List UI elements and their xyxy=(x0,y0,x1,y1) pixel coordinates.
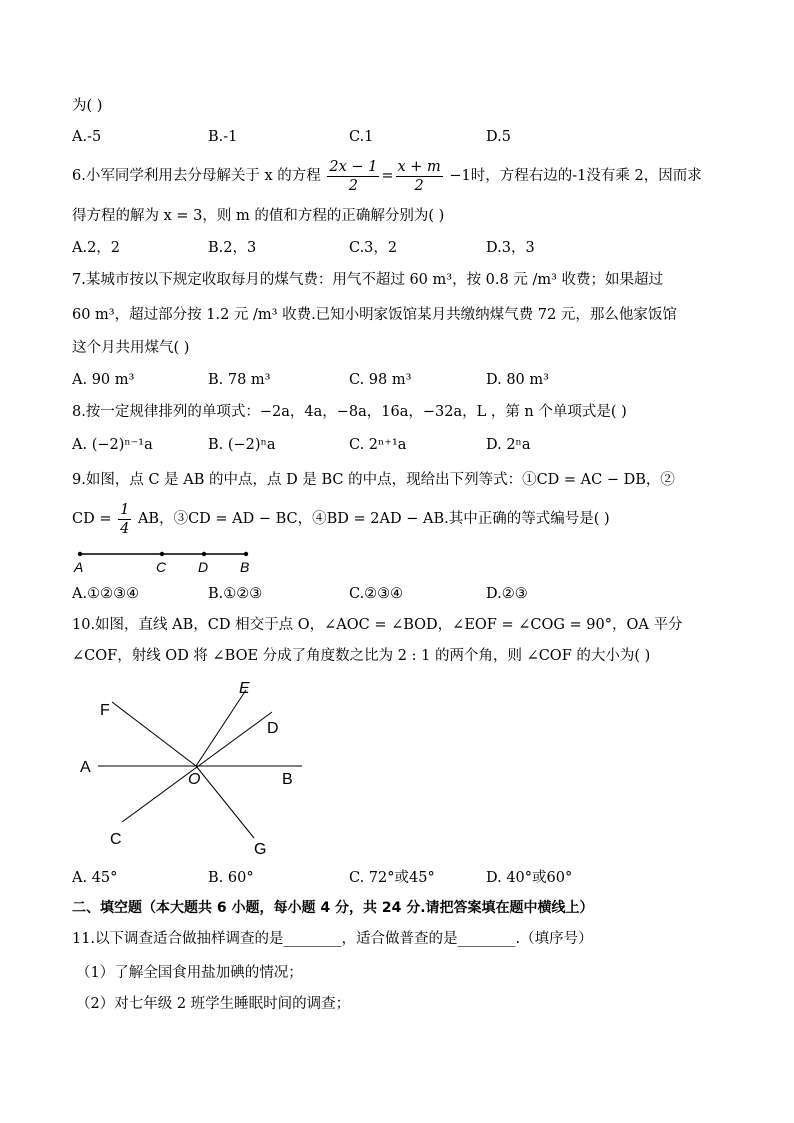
q10-option-d[interactable]: D. 40°或60° xyxy=(486,870,573,886)
q9-fraction xyxy=(118,501,131,538)
q7-stem-line3: 这个月共用煤气( ) xyxy=(72,340,190,356)
ray-og xyxy=(196,766,254,838)
q10-option-c[interactable]: C. 72°或45° xyxy=(349,870,435,886)
q5-tail: 为( ) xyxy=(72,98,103,114)
q6-frac2-denominator: 2 xyxy=(414,177,424,194)
q9-options xyxy=(72,584,732,604)
label-b: B xyxy=(240,559,250,575)
q8-option-b[interactable]: B. (−2)ⁿa xyxy=(208,437,276,453)
q8-options xyxy=(72,435,732,455)
q6-fraction-right xyxy=(396,158,443,195)
q7-stem-line2: 60 m³，超过部分按 1.2 元 /m³ 收费.已知小明家饭馆某月共缴纳煤气费 72 元，那么他家饭馆 xyxy=(72,307,677,323)
q6-option-c[interactable]: C.3，2 xyxy=(349,240,398,256)
q6-stem-line2: 得方程的解为 x = 3，则 m 的值和方程的正确解分别为( ) xyxy=(72,208,445,224)
section-heading: 二、填空题（本大题共 6 小题，每小题 4 分，共 24 分.请把答案填在题中横线上） xyxy=(72,900,594,916)
q6-text-post: −1时，方程右边的-1没有乘 2，因而求 xyxy=(449,168,702,184)
q5-options xyxy=(72,127,732,147)
ray-of xyxy=(112,702,196,766)
q10-option-b[interactable]: B. 60° xyxy=(208,870,254,886)
q8-option-d[interactable]: D. 2ⁿa xyxy=(486,437,531,453)
label-d: D xyxy=(267,720,279,737)
point-a xyxy=(78,552,82,556)
point-b xyxy=(244,552,248,556)
label-e: E xyxy=(239,680,250,697)
q6-option-a[interactable]: A.2，2 xyxy=(72,240,121,256)
q10-options xyxy=(72,868,732,888)
q9-stem-line1: 9.如图，点 C 是 AB 的中点，点 D 是 BC 的中点，现给出下列等式：①CD = AC − DB，② xyxy=(72,472,675,488)
q5-option-d[interactable]: D.5 xyxy=(486,129,511,145)
q10-stem-line1: 10.如图，直线 AB，CD 相交于点 O，∠AOC = ∠BOD，∠EOF = ∠COG = 90°，OA 平分 xyxy=(72,617,683,633)
label-c: C xyxy=(110,831,122,848)
q5-option-a[interactable]: A.-5 xyxy=(72,129,102,145)
q11-stem: 11.以下调查适合做抽样调查的是________，适合做普查的是________.（填序号） xyxy=(72,931,593,947)
point-c xyxy=(160,552,164,556)
q9-frac-denominator: 4 xyxy=(120,520,130,537)
q9-frac-numerator: 1 xyxy=(120,501,130,518)
q6-equals: = xyxy=(381,168,394,184)
q10-stem-line2: ∠COF，射线 OD 将 ∠BOE 分成了角度数之比为 2 : 1 的两个角，则 ∠COF 的大小为( ) xyxy=(72,648,651,664)
q6-stem-line1 xyxy=(72,157,702,195)
label-o: O xyxy=(188,771,201,788)
q6-text-pre: 6.小军同学利用去分母解关于 x 的方程 xyxy=(72,168,321,184)
q9-option-d[interactable]: D.②③ xyxy=(486,586,528,602)
q6-frac1-numerator: 2x − 1 xyxy=(329,158,378,175)
label-a: A xyxy=(74,559,84,575)
label-c: C xyxy=(156,559,167,575)
q7-option-b[interactable]: B. 78 m³ xyxy=(208,372,271,388)
q9-text-pre: CD = xyxy=(72,511,112,527)
q9-option-b[interactable]: B.①②③ xyxy=(208,586,263,602)
q5-option-b[interactable]: B.-1 xyxy=(208,129,238,145)
q11-item-1: （1）了解全国食用盐加碘的情况； xyxy=(76,965,303,981)
q10-angle-figure xyxy=(70,672,320,864)
q9-segment-figure xyxy=(68,546,268,576)
q6-frac2-numerator: x + m xyxy=(397,158,441,175)
q7-option-d[interactable]: D. 80 m³ xyxy=(486,372,549,388)
label-g: G xyxy=(254,841,267,858)
q5-option-c[interactable]: C.1 xyxy=(349,129,374,145)
q8-stem: 8.按一定规律排列的单项式：−2a，4a，−8a，16a，−32a，L ，第 n 个单项式是( ) xyxy=(72,404,627,420)
q7-options xyxy=(72,370,732,390)
q7-stem-line1: 7.某城市按以下规定收取每月的煤气费：用气不超过 60 m³，按 0.8 元 /m³ 收费；如果超过 xyxy=(72,272,664,288)
label-d: D xyxy=(198,559,209,575)
q6-options xyxy=(72,238,732,258)
q9-option-c[interactable]: C.②③④ xyxy=(349,586,404,602)
q9-text-post: AB，③CD = AD − BC，④BD = 2AD − AB.其中正确的等式编号是( ) xyxy=(137,511,610,527)
q9-option-a[interactable]: A.①②③④ xyxy=(72,586,140,602)
q7-option-a[interactable]: A. 90 m³ xyxy=(72,372,135,388)
q7-option-c[interactable]: C. 98 m³ xyxy=(349,372,412,388)
label-f: F xyxy=(100,702,110,719)
q6-frac1-denominator: 2 xyxy=(348,177,358,194)
label-b: B xyxy=(282,771,293,788)
q6-option-d[interactable]: D.3，3 xyxy=(486,240,535,256)
label-a: A xyxy=(80,759,91,776)
q6-fraction-left xyxy=(327,158,379,195)
q8-option-c[interactable]: C. 2ⁿ⁺¹a xyxy=(349,437,407,453)
ray-oe xyxy=(196,690,246,766)
q11-item-2: （2）对七年级 2 班学生睡眠时间的调查； xyxy=(76,996,351,1012)
q10-option-a[interactable]: A. 45° xyxy=(72,870,118,886)
q6-option-b[interactable]: B.2，3 xyxy=(208,240,257,256)
point-d xyxy=(202,552,206,556)
q8-option-a[interactable]: A. (−2)ⁿ⁻¹a xyxy=(72,437,153,453)
q9-stem-line2 xyxy=(72,500,610,538)
